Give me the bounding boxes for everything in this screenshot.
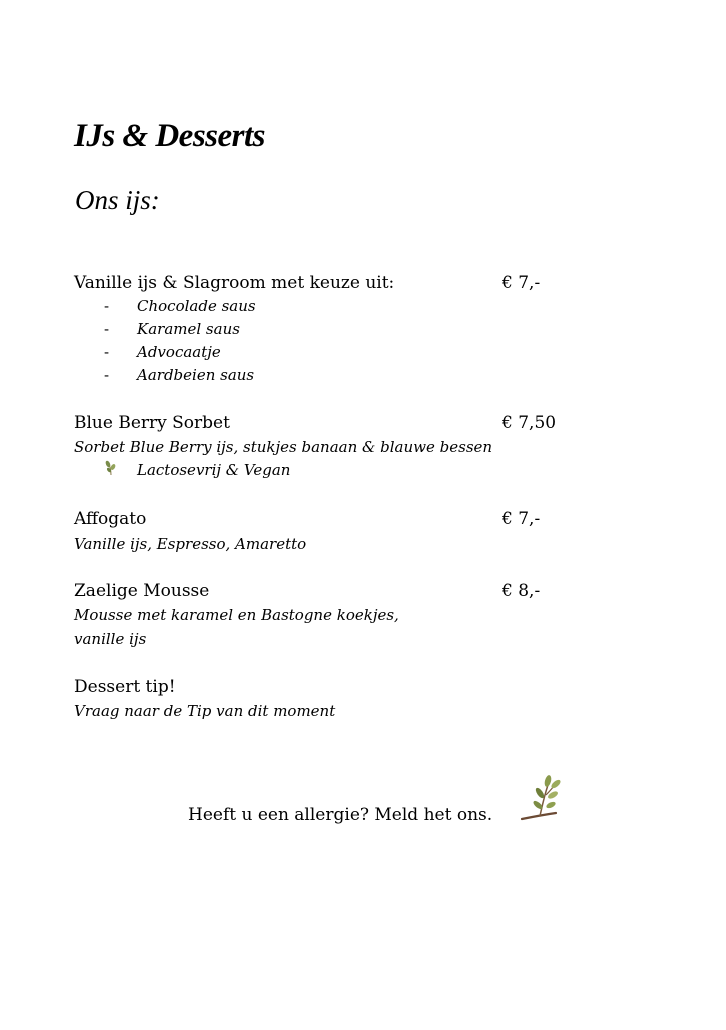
item-description-affogato: Vanille ijs, Espresso, Amaretto — [74, 535, 307, 553]
option-dash: - — [104, 297, 110, 315]
item-price-mousse: € 8,- — [502, 581, 541, 601]
page-title: IJs & Desserts — [74, 118, 266, 154]
item-description-dessert-tip: Vraag naar de Tip van dit moment — [74, 702, 336, 720]
option-dash: - — [104, 343, 110, 361]
item-price-vanille: € 7,- — [502, 273, 541, 293]
item-name-blueberry: Blue Berry Sorbet — [74, 413, 230, 433]
option-dash: - — [104, 366, 110, 384]
item-price-blueberry: € 7,50 — [502, 413, 557, 433]
option-item: Aardbeien saus — [137, 366, 255, 384]
option-item: Chocolade saus — [137, 297, 256, 315]
allergy-notice: Heeft u een allergie? Meld het ons. — [188, 805, 493, 825]
option-dash: - — [104, 320, 110, 338]
olive-branch-icon — [520, 775, 564, 825]
leaf-sprig-icon — [104, 460, 118, 480]
item-price-affogato: € 7,- — [502, 509, 541, 529]
item-description-mousse-line1: Mousse met karamel en Bastogne koekjes, — [74, 606, 399, 624]
option-item: Karamel saus — [137, 320, 240, 338]
section-subtitle: Ons ijs: — [75, 185, 160, 215]
item-name-vanille: Vanille ijs & Slagroom met keuze uit: — [74, 273, 395, 293]
item-name-dessert-tip: Dessert tip! — [74, 677, 176, 697]
option-item: Advocaatje — [137, 343, 221, 361]
item-name-mousse: Zaelige Mousse — [74, 581, 210, 601]
item-description-mousse-line2: vanille ijs — [74, 630, 147, 648]
item-name-affogato: Affogato — [74, 509, 147, 529]
item-description-blueberry: Sorbet Blue Berry ijs, stukjes banaan & blauwe bessen — [74, 438, 493, 456]
item-note-vegan: Lactosevrij & Vegan — [137, 461, 291, 479]
